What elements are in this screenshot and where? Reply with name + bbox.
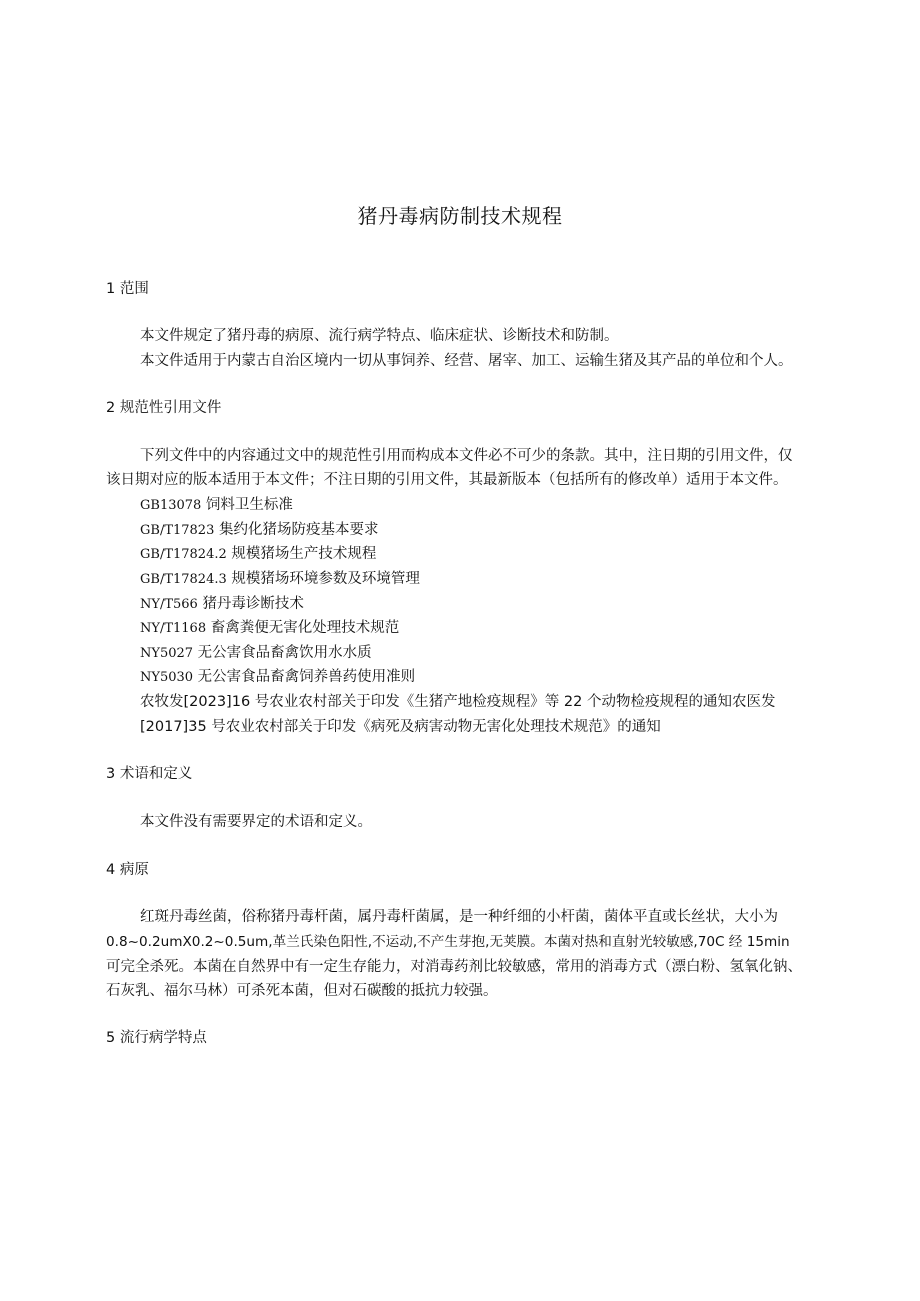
document-title: 猪丹毒病防制技术规程	[357, 204, 563, 228]
terms-paragraph: 本文件没有需要界定的术语和定义。	[140, 814, 372, 830]
reference-item	[140, 569, 420, 590]
section-4-heading: 4 病原	[106, 862, 149, 878]
reference-code: NY/T1168	[140, 621, 207, 636]
notice-line-2: [2017]35 号农业农村部关于印发《病死及病害动物无害化处理技术规范》的通知	[140, 719, 661, 735]
reference-name: 规模猪场环境参数及环境管理	[231, 571, 420, 587]
reference-code: NY/T566	[140, 597, 198, 612]
pathogen-line-3: 可完全杀死。本菌在自然界中有一定生存能力，对消毒药剂比较敏感，常用的消毒方式（漂白粉、氢氧化钠、	[106, 959, 802, 975]
reference-item	[140, 495, 293, 516]
reference-item	[140, 594, 304, 615]
pathogen-line-1: 红斑丹毒丝菌，俗称猪丹毒杆菌，属丹毒杆菌属，是一种纤细的小杆菌，菌体平直或长丝状，大小为	[140, 909, 778, 925]
reference-code: NY5030	[140, 670, 194, 685]
reference-item	[140, 544, 376, 565]
reference-item	[140, 618, 399, 639]
pathogen-line-4: 石灰乳、福尔马林）可杀死本菌，但对石碳酸的抵抗力较强。	[106, 983, 498, 999]
reference-item	[140, 520, 378, 541]
scope-paragraph-1: 本文件规定了猪丹毒的病原、流行病学特点、临床症状、诊断技术和防制。	[140, 328, 619, 344]
section-5-heading: 5 流行病学特点	[106, 1030, 207, 1046]
reference-item	[140, 643, 372, 664]
reference-name: 畜禽粪便无害化处理技术规范	[210, 620, 400, 636]
reference-code: GB/T17823	[140, 523, 215, 538]
scope-paragraph-2: 本文件适用于内蒙古自治区境内一切从事饲养、经营、屠宰、加工、运输生猪及其产品的单位和个人。	[140, 353, 793, 369]
section-3-heading: 3 术语和定义	[106, 766, 193, 782]
notice-line-1: 农牧发[2023]16 号农业农村部关于印发《生猪产地检疫规程》等 22 个动物检疫规程的通知农医发	[140, 694, 776, 710]
normative-intro-line-2: 该日期对应的版本适用于本文件；不注日期的引用文件，其最新版本（包括所有的修改单）适用于本文件。	[106, 472, 788, 488]
reference-code: NY5027	[140, 646, 194, 661]
normative-intro-line-1: 下列文件中的内容通过文中的规范性引用而构成本文件必不可少的条款。其中，注日期的引用文件，仅	[140, 448, 793, 464]
reference-name: 规模猪场生产技术规程	[231, 546, 377, 562]
reference-name: 无公害食品畜禽饲养兽药使用准则	[197, 669, 416, 685]
reference-name: 集约化猪场防疫基本要求	[218, 522, 379, 538]
pathogen-line-2: 0.8~0.2umX0.2~0.5um,革兰氏染色阳性,不运动,不产生芽抱,无荚膜。本菌对热和直射光较敏感,70C 经 15min	[106, 934, 790, 950]
reference-name: 猪丹毒诊断技术	[202, 596, 304, 612]
section-2-heading: 2 规范性引用文件	[106, 400, 222, 416]
reference-code: GB/T17824.2	[140, 547, 227, 562]
reference-name: 无公害食品畜禽饮用水水质	[197, 645, 372, 661]
reference-name: 饲料卫生标准	[205, 497, 293, 513]
reference-code: GB13078	[140, 498, 202, 513]
section-1-heading: 1 范围	[106, 281, 149, 297]
reference-code: GB/T17824.3	[140, 572, 227, 587]
reference-item	[140, 667, 415, 688]
